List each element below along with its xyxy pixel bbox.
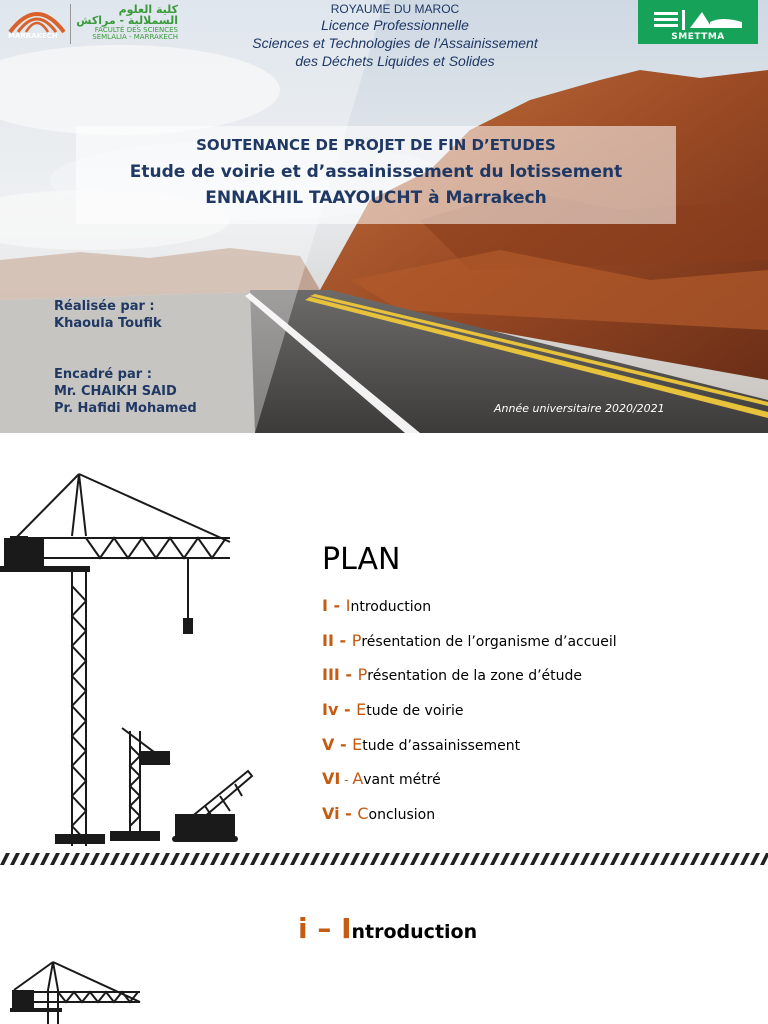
hatched-divider (0, 853, 768, 865)
plan-item: Vi - Conclusion (322, 804, 436, 824)
plan-item: V - Etude d’assainissement (322, 734, 521, 754)
introduction-title: i – Introduction (298, 912, 478, 945)
plan-item: VI - Avant métré (322, 769, 441, 789)
program-line-1: Sciences et Technologies de l'Assainissement (252, 35, 538, 51)
project-title-line-1: Etude de voirie et d’assainissement du lotissement (129, 162, 623, 182)
plan-slide (0, 446, 768, 850)
project-title-line-2: ENNAKHIL TAAYOUCHT à Marrakech (205, 188, 547, 208)
author-name: Khaoula Toufik (54, 316, 162, 331)
plan-item: I - Introduction (322, 596, 432, 615)
plan-item: II - Présentation de l’organisme d’accueil (322, 630, 617, 650)
supervisor-name-1: Mr. CHAIKH SAID (54, 384, 177, 399)
author-block (54, 298, 162, 332)
plan-item: III - Présentation de la zone d’étude (322, 665, 583, 685)
company-name: SMETTMA (671, 32, 725, 42)
academic-year: Année universitaire 2020/2021 (494, 402, 665, 415)
plan-title: PLAN (322, 542, 401, 577)
crane-illustration-small (10, 960, 160, 1024)
country-line: ROYAUME DU MAROC (330, 2, 460, 16)
degree-line: Licence Professionnelle (321, 17, 469, 33)
plan-item: Iv - Etude de voirie (322, 700, 464, 720)
company-logo (638, 0, 758, 44)
logo-divider (70, 4, 71, 44)
plan-list (322, 596, 617, 839)
faculty-name-french: FACULTÉ DES SCIENCES SEMLALIA - MARRAKECH (92, 26, 178, 41)
title-box (76, 126, 676, 224)
faculty-city: MARRAKECH (8, 32, 58, 40)
defense-title: SOUTENANCE DE PROJET DE FIN D’ETUDES (196, 136, 556, 154)
supervisor-name-2: Pr. Hafidi Mohamed (54, 401, 197, 416)
company-logo-icon (650, 8, 746, 32)
faculty-arch-icon (6, 4, 68, 34)
crane-illustration (0, 446, 260, 850)
supervisor-block (54, 366, 197, 417)
supervisor-label: Encadré par : (54, 367, 152, 382)
author-label: Réalisée par : (54, 299, 155, 314)
faculty-logo (4, 2, 176, 48)
program-line-2: des Déchets Liquides et Solides (295, 53, 495, 69)
title-slide (0, 0, 768, 433)
introduction-slide (0, 868, 768, 1024)
faculty-name-arabic: كلية العلوم السملالية - مراكش (76, 3, 178, 27)
institution-header (230, 2, 560, 70)
